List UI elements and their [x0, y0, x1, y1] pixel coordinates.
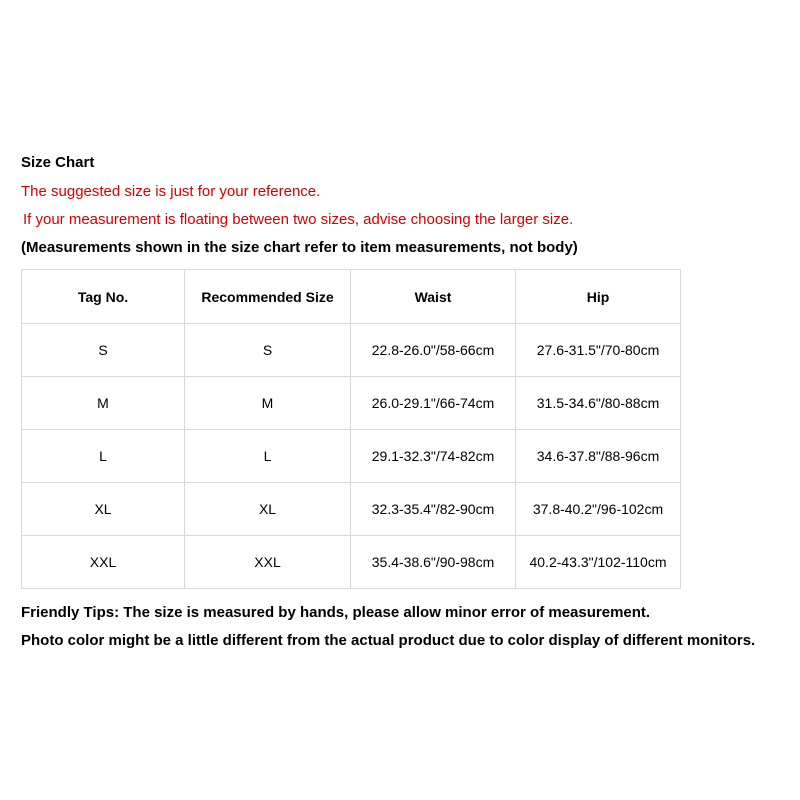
waist-cell: 29.1-32.3"/74-82cm	[351, 430, 516, 483]
hip-cell: 31.5-34.6"/80-88cm	[516, 377, 681, 430]
table-row	[22, 483, 681, 536]
table-row	[22, 377, 681, 430]
recommended-size-cell: L	[185, 430, 351, 483]
reference-note: The suggested size is just for your reference.	[21, 183, 321, 200]
table-row	[22, 324, 681, 377]
tag-cell: S	[22, 324, 185, 377]
sizing-advice-note: If your measurement is floating between two sizes, advise choosing the larger size.	[23, 211, 574, 228]
hip-cell: 34.6-37.8"/88-96cm	[516, 430, 681, 483]
header-recommended-size: Recommended Size	[185, 270, 351, 324]
friendly-tips: Friendly Tips: The size is measured by hands, please allow minor error of measurement.	[21, 604, 651, 621]
size-table	[21, 269, 681, 589]
waist-cell: 35.4-38.6"/90-98cm	[351, 536, 516, 589]
tag-cell: L	[22, 430, 185, 483]
hip-cell: 27.6-31.5"/70-80cm	[516, 324, 681, 377]
table-row	[22, 536, 681, 589]
header-tag-no: Tag No.	[22, 270, 185, 324]
recommended-size-cell: M	[185, 377, 351, 430]
recommended-size-cell: XL	[185, 483, 351, 536]
color-disclaimer: Photo color might be a little different from the actual product due to color display of different monitors.	[21, 632, 756, 649]
measurement-disclaimer: (Measurements shown in the size chart refer to item measurements, not body)	[21, 239, 578, 256]
tag-cell: XXL	[22, 536, 185, 589]
header-hip: Hip	[516, 270, 681, 324]
recommended-size-cell: XXL	[185, 536, 351, 589]
recommended-size-cell: S	[185, 324, 351, 377]
waist-cell: 26.0-29.1"/66-74cm	[351, 377, 516, 430]
hip-cell: 40.2-43.3"/102-110cm	[516, 536, 681, 589]
hip-cell: 37.8-40.2"/96-102cm	[516, 483, 681, 536]
waist-cell: 32.3-35.4"/82-90cm	[351, 483, 516, 536]
table-header-row	[22, 270, 681, 324]
waist-cell: 22.8-26.0"/58-66cm	[351, 324, 516, 377]
header-waist: Waist	[351, 270, 516, 324]
table-row	[22, 430, 681, 483]
size-chart-title: Size Chart	[21, 154, 95, 171]
tag-cell: M	[22, 377, 185, 430]
tag-cell: XL	[22, 483, 185, 536]
